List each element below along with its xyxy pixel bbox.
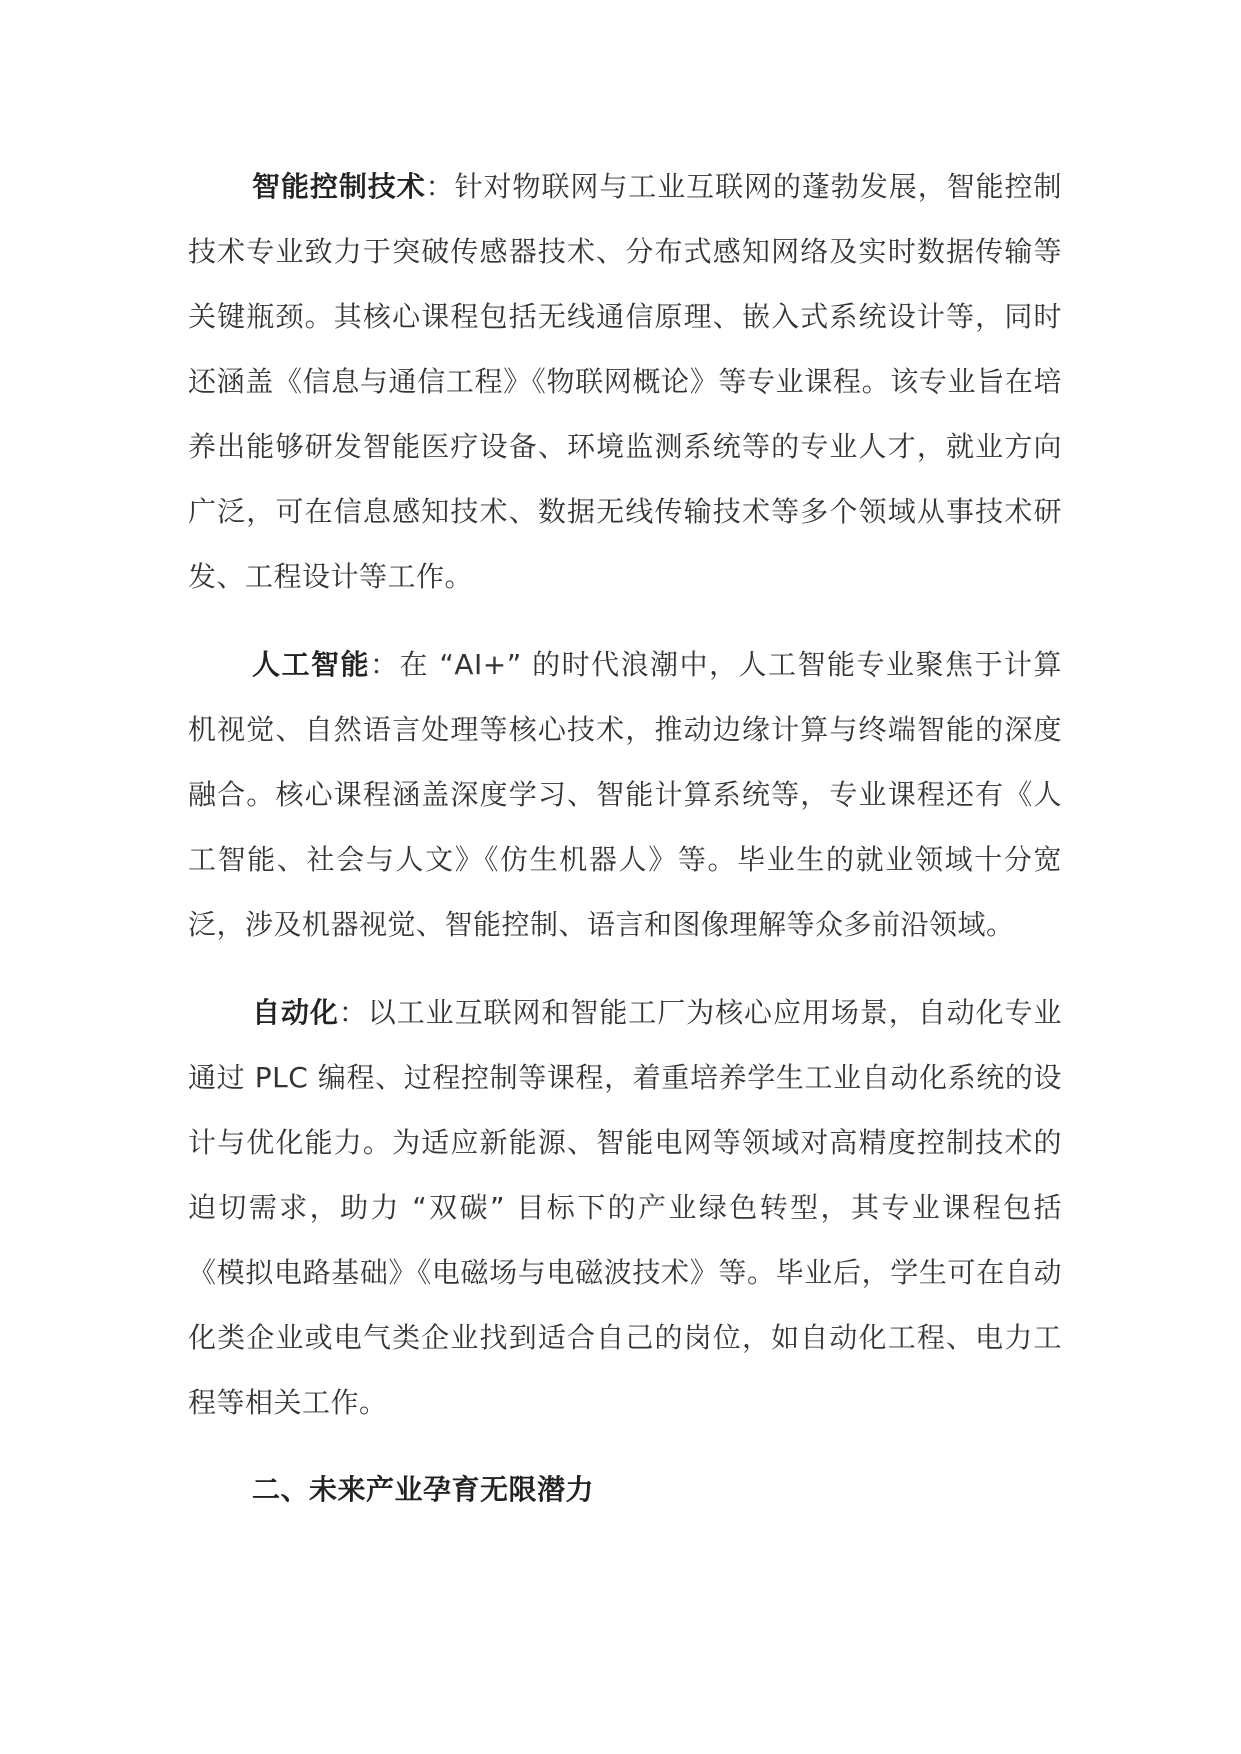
paragraph-intelligent-control: [188, 154, 1062, 609]
paragraph-text: ：在 “AI+” 的时代浪潮中，人工智能专业聚焦于计算机视觉、自然语言处理等核心技术，推动边缘计算与终端智能的深度融合。核心课程涵盖深度学习、智能计算系统等，专业课程还有《人工智能、社会与人文》《仿生机器人》等。毕业生的就业领域十分宽泛，涉及机器视觉、智能控制、语言和图像理解等众多前沿领域。: [188, 648, 1062, 941]
section-heading: 二、未来产业孕育无限潜力: [252, 1473, 595, 1506]
paragraph-text: ：针对物联网与工业互联网的蓬勃发展，智能控制技术专业致力于突破传感器技术、分布式感知网络及实时数据传输等关键瓶颈。其核心课程包括无线通信原理、嵌入式系统设计等，同时还涵盖《信息与通信工程》《物联网概论》等专业课程。该专业旨在培养出能够研发智能医疗设备、环境监测系统等的专业人才，就业方向广泛，可在信息感知技术、数据无线传输技术等多个领域从事技术研发、工程设计等工作。: [188, 170, 1062, 593]
paragraph-term: 人工智能: [252, 648, 370, 681]
paragraph-automation: [188, 980, 1062, 1435]
paragraph-text: ：以工业互联网和智能工厂为核心应用场景，自动化专业通过 PLC 编程、过程控制等课程，着重培养学生工业自动化系统的设计与优化能力。为适应新能源、智能电网等领域对高精度控制技术的迫切需求，助力 “双碳” 目标下的产业绿色转型，其专业课程包括《模拟电路基础》《电磁场与电磁波技术》等。毕业后，学生可在自动化类企业或电气类企业找到适合自己的岗位，如自动化工程、电力工程等相关工作。: [188, 996, 1062, 1419]
paragraph-term: 智能控制技术: [252, 170, 426, 203]
paragraph-term: 自动化: [252, 996, 339, 1029]
document-body: [188, 154, 1062, 1522]
paragraph-artificial-intelligence: [188, 632, 1062, 957]
